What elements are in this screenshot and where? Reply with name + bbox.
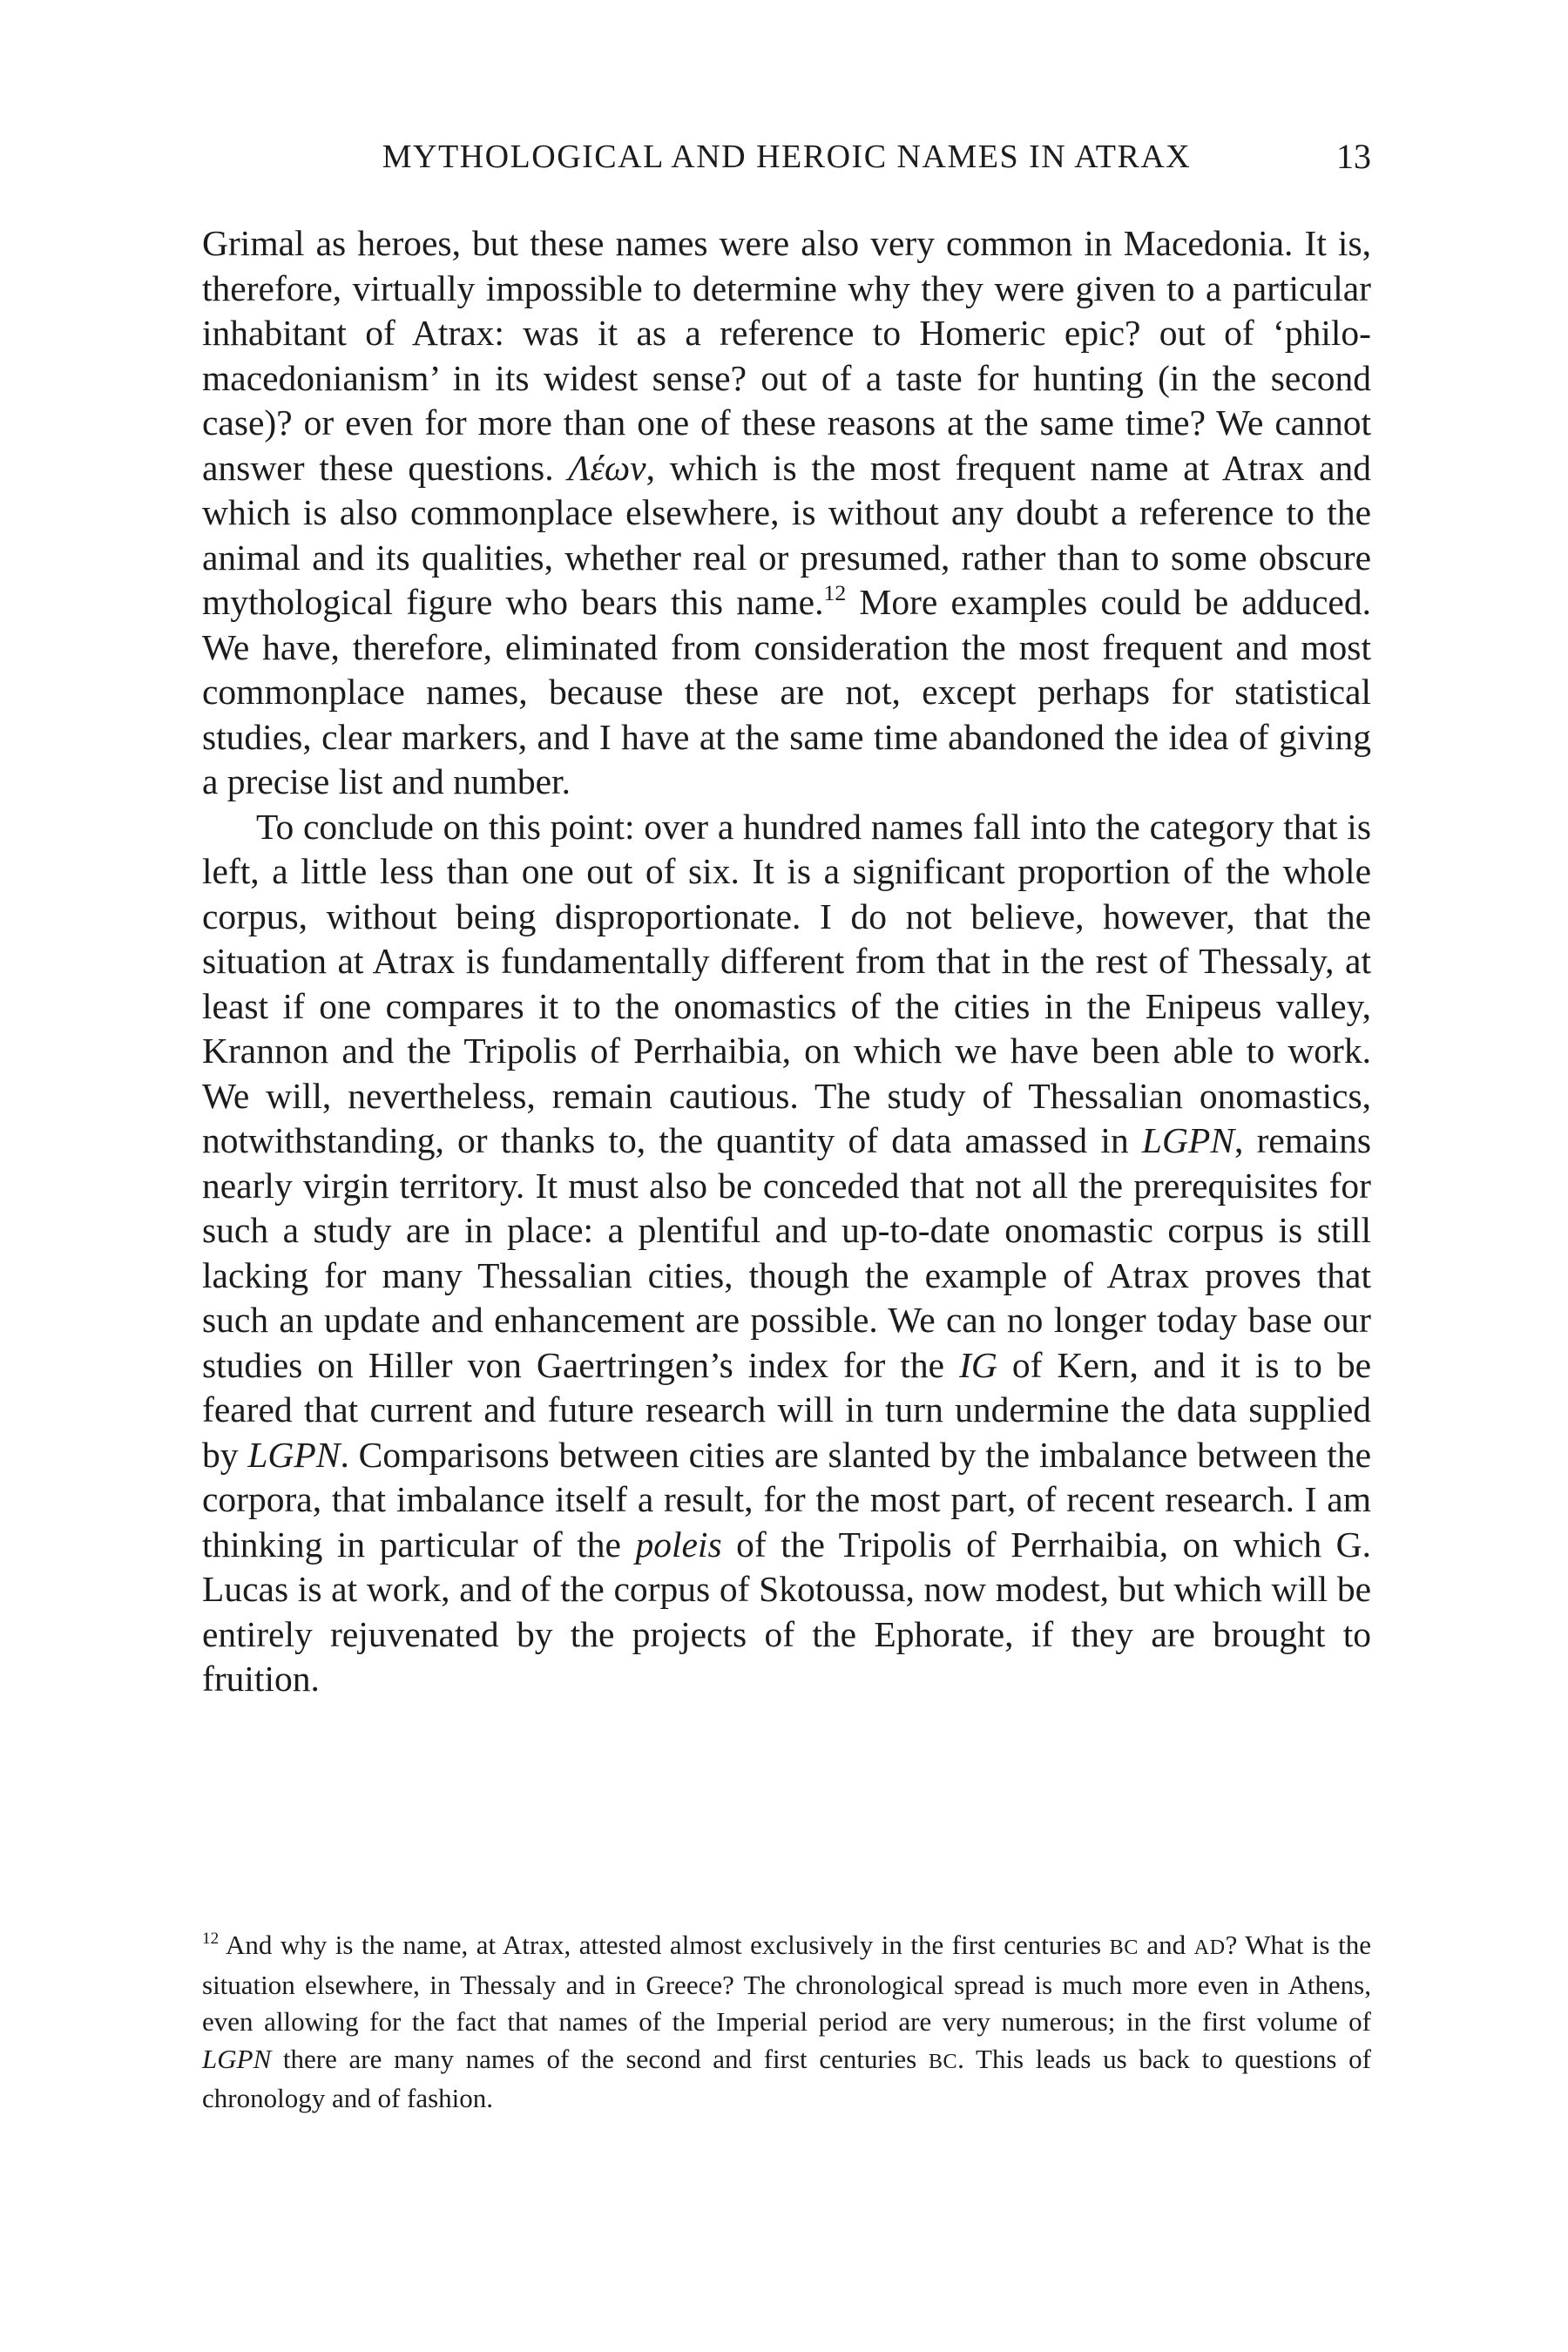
footnote-text-d: there are many names of the second and first centuries [271, 2043, 929, 2074]
era-bc-1: BC [1109, 1936, 1139, 1959]
page-number: 13 [1336, 137, 1371, 176]
paragraph-2-text-c: of Kern, and it is to be feared that current and future research will in turn undermine the data supplied by [202, 1344, 1371, 1475]
footnote-number-12: 12 [202, 1930, 220, 1949]
footnote-text-e: . This leads us back to questions of chronology and of fashion. [202, 2043, 1371, 2113]
body-text [202, 221, 1371, 1702]
lgpn-title-2: LGPN [247, 1434, 341, 1475]
paragraph-1-text-b: , which is the most frequent name at Atrax and which is also commonplace elsewhere, is without any doubt a reference to the animal and its qualities, whether real or presumed, rather than to some obscure mythological figure who bears this name. [202, 447, 1371, 622]
paragraph-1-text-a: Grimal as heroes, but these names were also very common in Macedonia. It is, therefore, virtually impossible to determine why they were given to a particular inhabitant of Atrax: was it as a reference to Homeric epic? out of ‘philo-macedonianism’ in its widest sense? out of a taste for hunting (in the second case)? or even for more than one of these reasons at the same time? We cannot answer these questions. [202, 223, 1371, 488]
paragraph-2 [202, 805, 1371, 1702]
footnotes [202, 1927, 1371, 2118]
footnote-reference-12[interactable]: 12 [823, 580, 847, 606]
paragraph-1-text-c: More examples could be adduced. We have, therefore, eliminated from consideration the most frequent and most commonplace names, because these are not, except perhaps for statistical studies, clear markers, and I have at the same time abandoned the idea of giving a precise list and number. [202, 582, 1371, 801]
footnote-12 [202, 1927, 1371, 2118]
running-head [202, 132, 1371, 181]
lgpn-title-1: LGPN [1141, 1120, 1235, 1160]
footnote-text-a: And why is the name, at Atrax, attested almost exclusively in the first centuries [219, 1930, 1110, 1960]
greek-name-leon: Λέων [568, 447, 646, 488]
paragraph-2-text-a: To conclude on this point: over a hundred names fall into the category that is left, a little less than one out of six. It is a significant proportion of the whole corpus, without being disproportionate. I do not believe, however, that the situation at Atrax is fundamentally different from that in the rest of Thessaly, at least if one compares it to the onomastics of the cities in the Enipeus valley, Krannon and the Tripolis of Perrhaibia, on which we have been able to work. We will, nevertheless, remain cautious. The study of Thessalian onomastics, notwithstanding, or thanks to, the quantity of data amassed in [202, 806, 1371, 1160]
era-ad: AD [1193, 1936, 1226, 1959]
era-bc-2: BC [928, 2049, 958, 2073]
paragraph-2-text-e: of the Tripolis of Perrhaibia, on which G. Lucas is at work, and of the corpus of Skotoussa, now modest, but which will be entirely rejuvenated by the projects of the Ephorate, if they are brought to fruition. [202, 1524, 1371, 1699]
footnote-text-b: and [1138, 1930, 1194, 1960]
paragraph-2-text-d: . Comparisons between cities are slanted by the imbalance between the corpora, that imbalance itself a result, for the most part, of recent research. I am thinking in particular of the [202, 1434, 1371, 1565]
poleis-term: poleis [635, 1524, 722, 1565]
paragraph-2-text-b: , remains nearly virgin territory. It must also be conceded that not all the prerequisites for such a study are in place: a plentiful and up-to-date onomastic corpus is still lacking for many Thessalian cities, though the example of Atrax proves that such an update and enhancement are possible. We can no longer today base our studies on Hiller von Gaertringen’s index for the [202, 1120, 1371, 1385]
ig-title: IG [959, 1344, 997, 1385]
lgpn-title-footnote: LGPN [202, 2043, 272, 2074]
running-title: MYTHOLOGICAL AND HEROIC NAMES IN ATRAX [382, 139, 1192, 175]
footnote-text-c: ? What is the situation elsewhere, in Thessaly and in Greece? The chronological spread is much more even in Athens, even allowing for the fact that names of the Imperial period are very numerous; in the first volume of [202, 1930, 1371, 2037]
paragraph-1 [202, 221, 1371, 805]
